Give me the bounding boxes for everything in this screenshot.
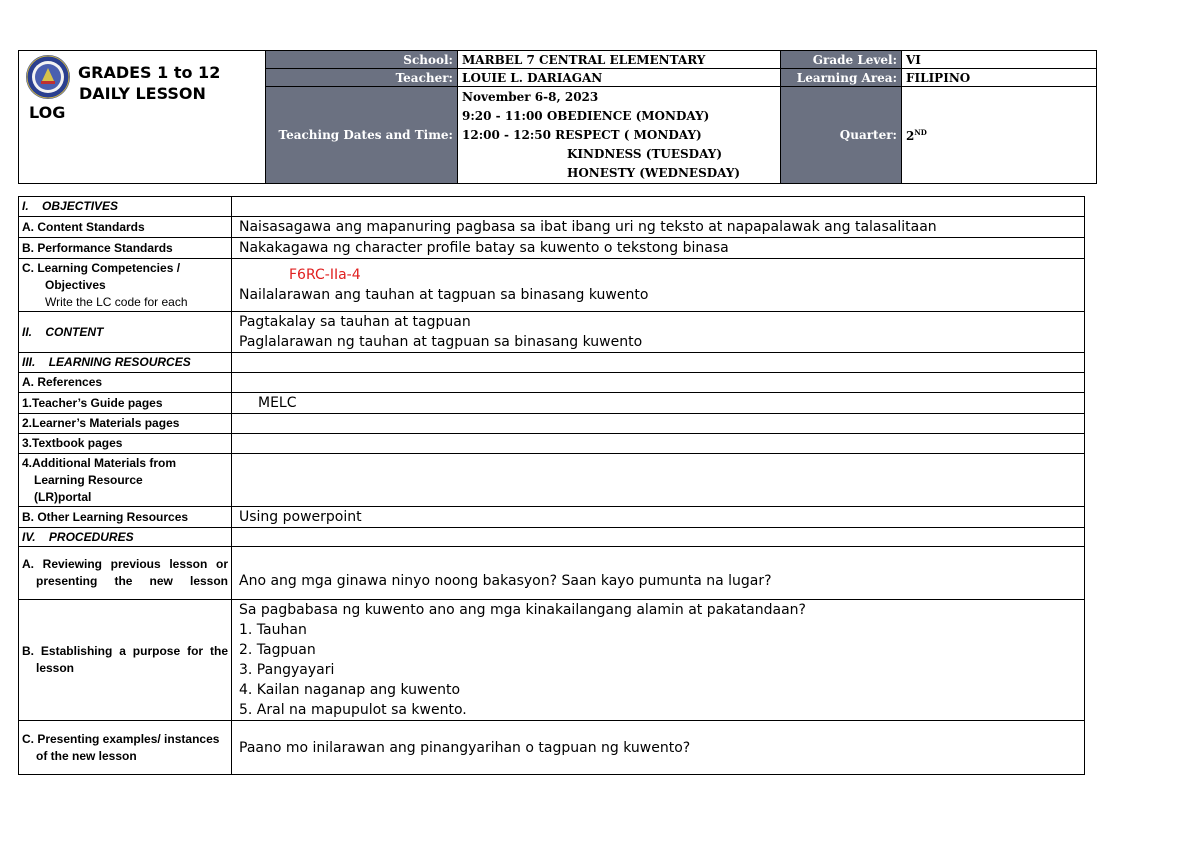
label-text: A. Reviewing previous lesson or presenting the new lesson: [22, 557, 228, 588]
other-resources-label: B. Other Learning Resources: [19, 507, 232, 528]
table-row: [19, 547, 1085, 600]
procedures-label: [19, 528, 232, 547]
learners-materials-value: [232, 414, 1085, 434]
content-standards-label: A. Content Standards: [19, 217, 232, 238]
list-item: 2. Tagpuan: [239, 642, 316, 658]
performance-standards-value: Nakakagawa ng character profile batay sa kuwento o tekstong binasa: [232, 238, 1085, 259]
learning-resources-label: [19, 353, 232, 373]
label-line: C. Learning Competencies /: [22, 260, 181, 275]
content-label: [19, 312, 232, 353]
additional-materials-value: [232, 454, 1085, 507]
grade-label: Grade Level:: [781, 51, 902, 69]
learning-resources-value: [232, 353, 1085, 373]
table-row: [19, 600, 1085, 721]
content-line: Pagtakalay sa tauhan at tagpuan: [239, 314, 471, 330]
table-row: [19, 507, 1085, 528]
table-row: [19, 312, 1085, 353]
lesson-table: [18, 196, 1085, 775]
other-resources-value: Using powerpoint: [232, 507, 1085, 528]
references-value: [232, 373, 1085, 393]
list-item: 4. Kailan naganap ang kuwento: [239, 682, 461, 698]
textbook-value: [232, 434, 1085, 454]
dates-line: 12:00 - 12:50 RESPECT ( MONDAY): [462, 128, 702, 142]
section-number: IV.: [22, 529, 36, 544]
table-row: [19, 373, 1085, 393]
title-line-1: GRADES 1 to 12: [78, 63, 221, 82]
establishing-label: [19, 600, 232, 721]
reviewing-label: [19, 547, 232, 600]
section-title: CONTENT: [45, 324, 104, 339]
section-number: I.: [22, 199, 29, 213]
section-number: II.: [22, 324, 33, 339]
table-row: [19, 721, 1085, 775]
establishing-intro: Sa pagbabasa ng kuwento ano ang mga kinakailangang alamin at pakatandaan?: [239, 602, 806, 618]
table-row: [19, 217, 1085, 238]
dates-line: KINDNESS (TUESDAY): [567, 147, 723, 161]
references-label: A. References: [19, 373, 232, 393]
table-row: [19, 259, 1085, 312]
label-line: Write the LC code for each: [45, 294, 188, 309]
dates-line: 9:20 - 11:00 OBEDIENCE (MONDAY): [462, 109, 710, 123]
label-line: Objectives: [45, 277, 106, 292]
table-row: [19, 434, 1085, 454]
objectives-value: [232, 197, 1085, 217]
additional-materials-label: [19, 454, 232, 507]
competencies-value: [232, 259, 1085, 312]
deped-seal-icon: [25, 54, 71, 100]
list-item: 3. Pangyayari: [239, 662, 335, 678]
section-number: III.: [22, 355, 36, 369]
content-line: Paglalarawan ng tauhan at tagpuan sa binasang kuwento: [239, 334, 643, 350]
teacher-label: Teacher:: [266, 69, 458, 87]
content-value: [232, 312, 1085, 353]
quarter-value: [902, 87, 1097, 184]
area-value: FILIPINO: [902, 69, 1097, 87]
table-row: [19, 238, 1085, 259]
school-label: School:: [266, 51, 458, 69]
label-text: C. Presenting examples/ instances of the new lesson: [22, 731, 220, 763]
performance-standards-label: B. Performance Standards: [19, 238, 232, 259]
table-row: [19, 197, 1085, 217]
teacher-value: LOUIE L. DARIAGAN: [458, 69, 781, 87]
presenting-label: [19, 721, 232, 775]
reviewing-value: Ano ang mga ginawa ninyo noong bakasyon? Saan kayo pumunta na lugar?: [232, 547, 1085, 600]
learners-materials-label: 2.Learner’s Materials pages: [19, 414, 232, 434]
content-standards-value: Naisasagawa ang mapanuring pagbasa sa ibat ibang uri ng teksto at napapalawak ang talasalitaan: [232, 217, 1085, 238]
title-line-2: DAILY LESSON: [79, 84, 206, 103]
textbook-label: 3.Textbook pages: [19, 434, 232, 454]
quarter-number: 2: [906, 128, 915, 143]
section-title: PROCEDURES: [48, 529, 134, 544]
label-line: (LR)portal: [34, 489, 92, 504]
procedures-value: [232, 528, 1085, 547]
header-table: [18, 50, 1097, 184]
dates-line: HONESTY (WEDNESDAY): [567, 166, 741, 180]
table-row: [19, 454, 1085, 507]
label-line: 4.Additional Materials from: [22, 455, 177, 470]
section-title: OBJECTIVES: [42, 199, 119, 213]
dates-value: [458, 87, 781, 184]
logo-title-cell: [19, 51, 266, 184]
dates-label: Teaching Dates and Time:: [266, 87, 458, 184]
title-line-3: LOG: [29, 103, 66, 122]
table-row: [19, 414, 1085, 434]
school-value: MARBEL 7 CENTRAL ELEMENTARY: [458, 51, 781, 69]
dates-line: November 6-8, 2023: [462, 90, 599, 104]
list-item: 1. Tauhan: [239, 622, 307, 638]
table-row: [19, 528, 1085, 547]
quarter-suffix: ND: [914, 127, 927, 137]
table-row: [19, 353, 1085, 373]
objectives-label: [19, 197, 232, 217]
grade-value: VI: [902, 51, 1097, 69]
teachers-guide-label: 1.Teacher’s Guide pages: [19, 393, 232, 414]
quarter-label: Quarter:: [781, 87, 902, 184]
establishing-value: [232, 600, 1085, 721]
label-line: Learning Resource: [34, 472, 143, 487]
section-title: LEARNING RESOURCES: [48, 355, 191, 369]
label-text: B. Establishing a purpose for the lesson: [22, 644, 228, 675]
area-label: Learning Area:: [781, 69, 902, 87]
teachers-guide-value: MELC: [232, 393, 1085, 414]
table-row: [19, 393, 1085, 414]
list-item: 5. Aral na mapupulot sa kwento.: [239, 702, 467, 718]
competencies-label: [19, 259, 232, 312]
competency-code: F6RC-IIa-4: [289, 267, 361, 283]
presenting-value: Paano mo inilarawan ang pinangyarihan o tagpuan ng kuwento?: [232, 721, 1085, 775]
competency-text: Nailalarawan ang tauhan at tagpuan sa binasang kuwento: [239, 287, 649, 303]
